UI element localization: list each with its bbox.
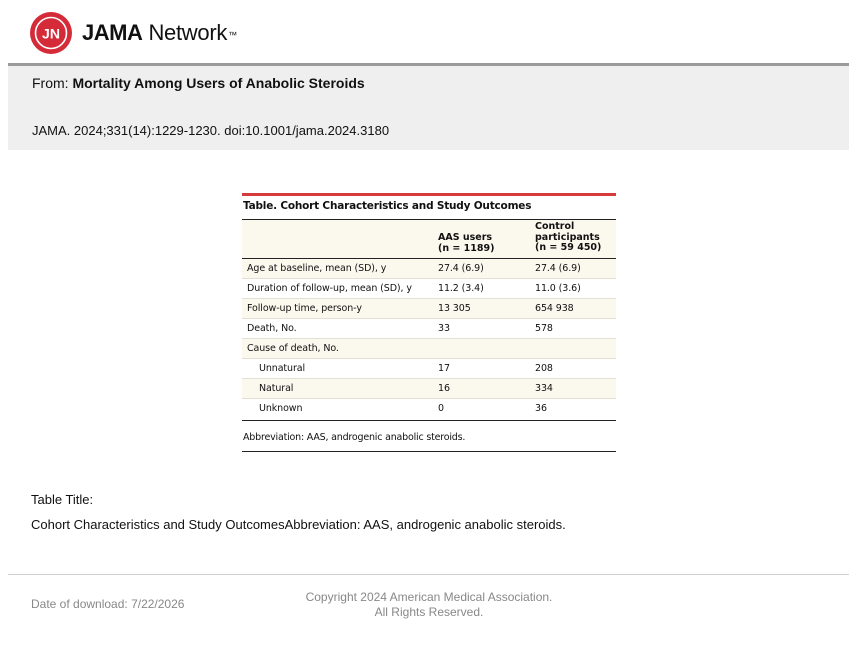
table-bottom-rule bbox=[242, 420, 616, 421]
figure-bottom-rule bbox=[242, 451, 616, 452]
column-header-aas: AAS users (n = 1189) bbox=[438, 232, 495, 254]
table-figure bbox=[242, 193, 616, 455]
jama-network-logo[interactable] bbox=[30, 12, 72, 54]
table-row: Unknown 0 36 bbox=[259, 403, 547, 414]
download-date: Date of download: 7/22/2026 bbox=[31, 597, 185, 611]
source-line bbox=[32, 75, 365, 91]
jn-logo-icon bbox=[30, 12, 72, 54]
column-header-control: Control participants (n = 59 450) bbox=[535, 221, 602, 253]
table-row: Natural 16 334 bbox=[242, 379, 616, 399]
table-row: Cause of death, No. bbox=[242, 339, 616, 359]
brand-regular: Network bbox=[148, 20, 228, 45]
table-footnote: Abbreviation: AAS, androgenic anabolic steroids. bbox=[243, 432, 466, 443]
svg-text:JN: JN bbox=[42, 25, 60, 42]
table-title-label: Table Title: bbox=[31, 492, 94, 507]
copyright-notice: Copyright 2024 American Medical Association. All Rights Reserved. bbox=[305, 590, 553, 619]
brand-trademark: ™ bbox=[228, 30, 238, 40]
table-accent-rule bbox=[242, 193, 616, 196]
table-title-text: Cohort Characteristics and Study OutcomesAbbreviation: AAS, androgenic anabolic steroids. bbox=[31, 517, 566, 532]
table-row: Death, No. 33 578 bbox=[242, 319, 616, 339]
brand-bold: JAMA bbox=[82, 20, 143, 45]
footer-divider bbox=[8, 574, 849, 575]
table-row: Age at baseline, mean (SD), y 27.4 (6.9) 27.4 (6.9) bbox=[242, 259, 616, 279]
article-title: Mortality Among Users of Anabolic Steroids bbox=[72, 75, 365, 91]
site-header bbox=[0, 0, 863, 64]
table-header bbox=[242, 220, 616, 258]
article-citation: JAMA. 2024;331(14):1229-1230. doi:10.1001/jama.2024.3180 bbox=[32, 123, 390, 138]
from-label: From: bbox=[32, 75, 73, 91]
brand-wordmark bbox=[82, 20, 237, 46]
table-row: Follow-up time, person-y 13 305 654 938 bbox=[242, 299, 616, 319]
table-row: Unnatural 17 208 bbox=[242, 359, 616, 379]
table-row: Duration of follow-up, mean (SD), y 11.2 (3.4) 11.0 (3.6) bbox=[242, 279, 616, 299]
table-caption: Table. Cohort Characteristics and Study Outcomes bbox=[243, 200, 532, 212]
article-info-band bbox=[8, 63, 849, 150]
